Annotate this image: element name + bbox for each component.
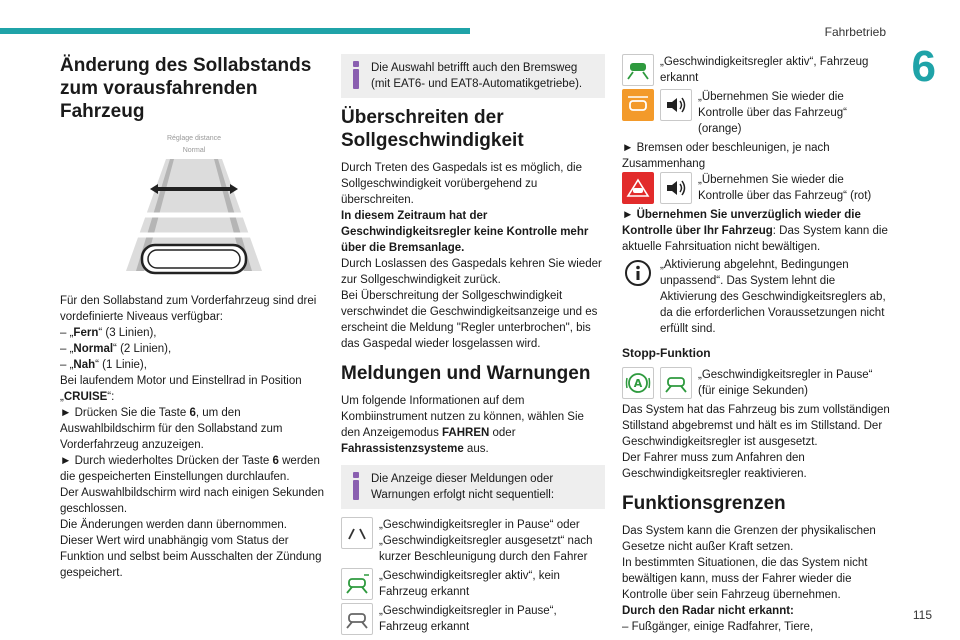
speaker-icon <box>660 172 692 204</box>
subsection-title-stop: Stopp-Funktion <box>622 346 711 360</box>
info-box-sequence <box>341 465 605 509</box>
para-limits-bold: Durch den Radar nicht erkannt: <box>622 605 794 617</box>
column-2 <box>341 54 605 638</box>
para-display-mode: Um folgende Informationen auf dem Kombiinstrument nutzen zu können, wählen Sie den Anzeigemodus FAHREN oder Fahrassistenzsysteme aus. <box>341 395 584 455</box>
distance-lanes-graphic <box>114 131 274 281</box>
message-active-no-vehicle: „Geschwindigkeitsregler aktiv“, kein Fahrzeug erkannt <box>341 568 605 600</box>
info-text-sequence: Die Anzeige dieser Meldungen oder Warnungen erfolgt nicht sequentiell: <box>371 473 555 501</box>
section-title-distance: Änderung des Sollabstands zum vorausfahrenden Fahrzeug <box>60 55 312 122</box>
auto-hold-icon <box>622 367 654 399</box>
para-limits-2: In bestimmten Situationen, die das System nicht bewältigen kann, muss der Fahrer wieder die Kontrolle über sein Fahrzeug übernehmen. <box>622 557 868 601</box>
engine-condition: Bei laufendem Motor und Einstellrad in Position „CRUISE“: <box>60 375 302 403</box>
header-accent-bar <box>0 28 470 34</box>
speaker-icon <box>660 89 692 121</box>
para-stop-2: Der Fahrer muss zum Anfahren den Geschwindigkeitsregler reaktivieren. <box>622 452 807 480</box>
message-takeover-orange: „Übernehmen Sie wieder die Kontrolle über das Fahrzeug“ (orange) <box>622 89 890 137</box>
message-paused: „Geschwindigkeitsregler in Pause“ oder „Geschwindigkeitsregler ausgesetzt“ nach kurzer Beschleunigung durch den Fahrer <box>341 517 605 565</box>
para-overspeed-1: Durch Treten des Gaspedals ist es möglich, die Sollgeschwindigkeit vorübergehend zu überschreiten. <box>341 162 582 206</box>
message-paused-vehicle: „Geschwindigkeitsregler in Pause“, Fahrzeug erkannt <box>341 603 605 635</box>
para-changes-applied: Die Änderungen werden dann übernommen. <box>60 519 287 531</box>
takeover-orange-icon <box>622 89 654 121</box>
para-overspeed-3: Bei Überschreitung der Sollgeschwindigkeit verschwindet die Geschwindigkeitsanzeige und es erscheint die Meldung "Regler unterbrochen", bis das Gaspedal wieder losgelassen wird. <box>341 290 598 350</box>
info-circle-icon <box>622 257 654 289</box>
chapter-number: 6 <box>911 42 936 91</box>
para-stop-1: Das System hat das Fahrzeug bis zum vollständigen Stillstand abgebremst und hält es im Stillstand. Der Geschwindigkeitsregler ist ausgesetzt. <box>622 404 890 448</box>
para-overspeed-bold: In diesem Zeitraum hat der Geschwindigkeitsregler keine Kontrolle mehr über die Bremsanlage. <box>341 210 589 254</box>
distance-setting-figure <box>114 131 274 281</box>
step-repeat-key: ► Durch wiederholtes Drücken der Taste 6 werden die gespeicherten Einstellungen durchlaufen. <box>60 455 320 483</box>
level-normal: – „Normal“ (2 Linien), <box>60 343 172 355</box>
svg-text:A: A <box>633 377 643 390</box>
section-title-messages: Meldungen und Warnungen <box>341 363 591 384</box>
info-box-braking <box>341 54 605 98</box>
step-press-key: ► Drücken Sie die Taste 6, um den Auswahlbildschirm für den Sollabstand zum Vorderfahrzeug anzuzeigen. <box>60 407 283 451</box>
column-1 <box>60 54 328 581</box>
info-icon <box>349 472 363 500</box>
list-item-limits: – Fußgänger, einige Radfahrer, Tiere, <box>622 621 814 633</box>
cruise-paused-icon <box>341 517 373 549</box>
cruise-active-green-icon <box>660 367 692 399</box>
message-takeover-red: „Übernehmen Sie wieder die Kontrolle über das Fahrzeug“ (rot) <box>622 172 890 204</box>
takeover-red-icon <box>622 172 654 204</box>
step-brake-accelerate: ► Bremsen oder beschleunigen, je nach Zusammenhang <box>622 142 830 170</box>
message-activation-refused: „Aktivierung abgelehnt, Bedingungen unpassend“. Das System lehnt die Aktivierung des Geschwindigkeitsreglers ab, da die erforderlichen Voraussetzungen nicht erfüllt sind. <box>622 257 890 337</box>
message-stop-pause: A „Geschwindigkeitsregler in Pause“ (für einige Sekunden) <box>622 367 890 399</box>
cruise-paused-vehicle-icon <box>341 603 373 635</box>
cruise-active-green-icon <box>341 568 373 600</box>
column-3 <box>622 54 890 635</box>
level-far: – „Fern“ (3 Linien), <box>60 327 157 339</box>
message-active-vehicle: „Geschwindigkeitsregler aktiv“, Fahrzeug erkannt <box>622 54 890 86</box>
section-title-limits: Funktionsgrenzen <box>622 493 786 514</box>
levels-intro: Für den Sollabstand zum Vorderfahrzeug sind drei vordefinierte Niveaus verfügbar: <box>60 295 317 323</box>
cruise-active-vehicle-icon <box>622 54 654 86</box>
figure-label-mode: Normal <box>182 147 206 154</box>
para-overspeed-2: Durch Loslassen des Gaspedals kehren Sie wieder zur Sollgeschwindigkeit zurück. <box>341 258 602 286</box>
info-text-braking: Die Auswahl betrifft auch den Bremsweg (mit EAT6- und EAT8-Automatikgetriebe). <box>371 62 583 90</box>
para-take-control: ► Übernehmen Sie unverzüglich wieder die Kontrolle über Ihr Fahrzeug: Das System kann die aktuelle Fahrsituation nicht bewältigen. <box>622 209 888 253</box>
page-number: 115 <box>912 608 932 622</box>
info-icon <box>349 61 363 89</box>
figure-label-top: Réglage distance <box>166 135 222 142</box>
section-label: Fahrbetrieb <box>824 25 886 39</box>
level-near: – „Nah“ (1 Linie), <box>60 359 147 371</box>
para-screen-close: Der Auswahlbildschirm wird nach einigen Sekunden geschlossen. <box>60 487 325 515</box>
para-value-stored: Dieser Wert wird unabhängig vom Status der Funktion und selbst beim Ausschalten der Zündung gespeichert. <box>60 535 322 579</box>
para-limits-1: Das System kann die Grenzen der physikalischen Gesetze nicht außer Kraft setzen. <box>622 525 876 553</box>
section-title-overspeed: Überschreiten der Sollgeschwindigkeit <box>341 107 524 151</box>
